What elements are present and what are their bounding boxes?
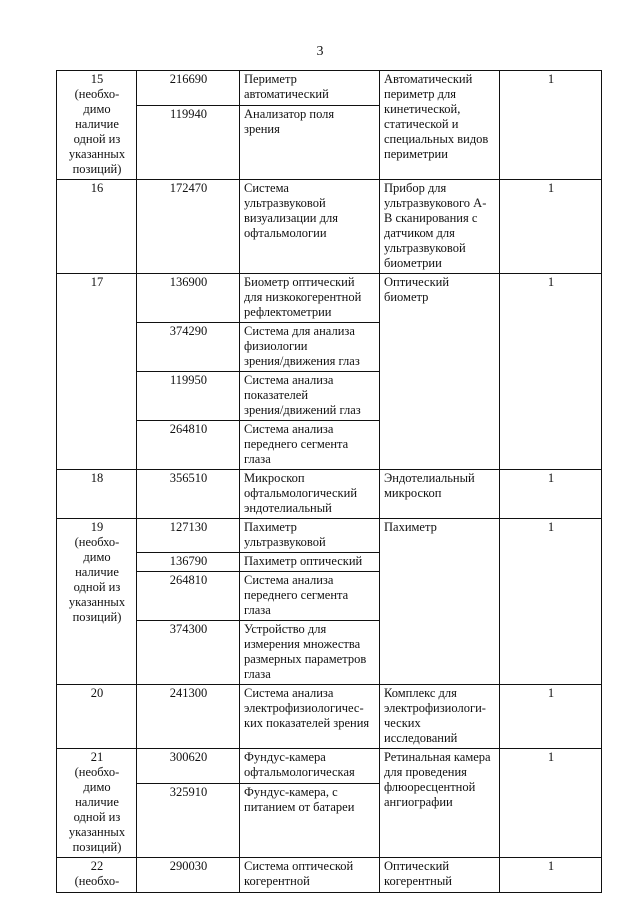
item-code: 119940 <box>137 105 240 179</box>
item-code: 119950 <box>137 372 240 421</box>
equipment-name: Фундус-камера офтальмологическая <box>240 749 380 784</box>
table-row <box>57 685 602 749</box>
equipment-name: Устройство для измерения множества размерных параметров глаза <box>240 621 380 685</box>
table-row <box>57 519 602 553</box>
table-row <box>57 858 602 893</box>
item-code: 264810 <box>137 572 240 621</box>
equipment-name: Система оптической когерентной <box>240 858 380 893</box>
equipment-name: Система анализа переднего сегмента глаза <box>240 421 380 470</box>
item-number: 21 (необхо- димо наличие одной из указанных позиций) <box>57 749 137 858</box>
equipment-name: Периметр автоматический <box>240 71 380 106</box>
item-number: 22 (необхо- <box>57 858 137 893</box>
equipment-name: Фундус-камера, с питанием от батареи <box>240 783 380 857</box>
equipment-table <box>56 70 602 893</box>
equipment-name: Система анализа переднего сегмента глаза <box>240 572 380 621</box>
item-code: 290030 <box>137 858 240 893</box>
equipment-name: Пахиметр ультразвуковой <box>240 519 380 553</box>
item-code: 374300 <box>137 621 240 685</box>
equipment-name: Анализатор поля зрения <box>240 105 380 179</box>
item-number: 19 (необхо- димо наличие одной из указанных позиций) <box>57 519 137 685</box>
quantity: 1 <box>500 180 602 274</box>
equipment-description: Оптический биометр <box>380 274 500 470</box>
quantity: 1 <box>500 685 602 749</box>
equipment-name: Система для анализа физиологии зрения/движения глаз <box>240 323 380 372</box>
item-code: 127130 <box>137 519 240 553</box>
equipment-description: Эндотелиальный микроскоп <box>380 470 500 519</box>
page-number: 3 <box>316 44 324 59</box>
item-code: 241300 <box>137 685 240 749</box>
item-code: 264810 <box>137 421 240 470</box>
table-row <box>57 749 602 784</box>
equipment-name: Биометр оптический для низкокогерентной рефлектометрии <box>240 274 380 323</box>
quantity: 1 <box>500 858 602 893</box>
table-row <box>57 71 602 106</box>
table-row <box>57 274 602 323</box>
item-code: 356510 <box>137 470 240 519</box>
item-number: 18 <box>57 470 137 519</box>
item-code: 172470 <box>137 180 240 274</box>
quantity: 1 <box>500 749 602 858</box>
item-code: 216690 <box>137 71 240 106</box>
item-number: 15 (необхо- димо наличие одной из указанных позиций) <box>57 71 137 180</box>
quantity: 1 <box>500 274 602 470</box>
equipment-description: Пахиметр <box>380 519 500 685</box>
item-code: 136900 <box>137 274 240 323</box>
equipment-name: Система анализа электрофизиологичес- ких показателей зрения <box>240 685 380 749</box>
quantity: 1 <box>500 519 602 685</box>
equipment-description: Оптический когерентный <box>380 858 500 893</box>
item-code: 374290 <box>137 323 240 372</box>
quantity: 1 <box>500 71 602 180</box>
table-row <box>57 470 602 519</box>
item-code: 136790 <box>137 553 240 572</box>
table-row <box>57 180 602 274</box>
equipment-name: Система ультразвуковой визуализации для офтальмологии <box>240 180 380 274</box>
quantity: 1 <box>500 470 602 519</box>
item-code: 325910 <box>137 783 240 857</box>
equipment-description: Прибор для ультразвукового А- В сканирования с датчиком для ультразвуковой биометрии <box>380 180 500 274</box>
equipment-name: Система анализа показателей зрения/движений глаз <box>240 372 380 421</box>
item-number: 20 <box>57 685 137 749</box>
item-number: 16 <box>57 180 137 274</box>
equipment-description: Автоматический периметр для кинетической, статической и специальных видов периметрии <box>380 71 500 180</box>
equipment-name: Пахиметр оптический <box>240 553 380 572</box>
equipment-name: Микроскоп офтальмологический эндотелиальный <box>240 470 380 519</box>
item-code: 300620 <box>137 749 240 784</box>
item-number: 17 <box>57 274 137 470</box>
equipment-description: Комплекс для электрофизиологи- ческих исследований <box>380 685 500 749</box>
equipment-description: Ретинальная камера для проведения флюоресцентной ангиографии <box>380 749 500 858</box>
